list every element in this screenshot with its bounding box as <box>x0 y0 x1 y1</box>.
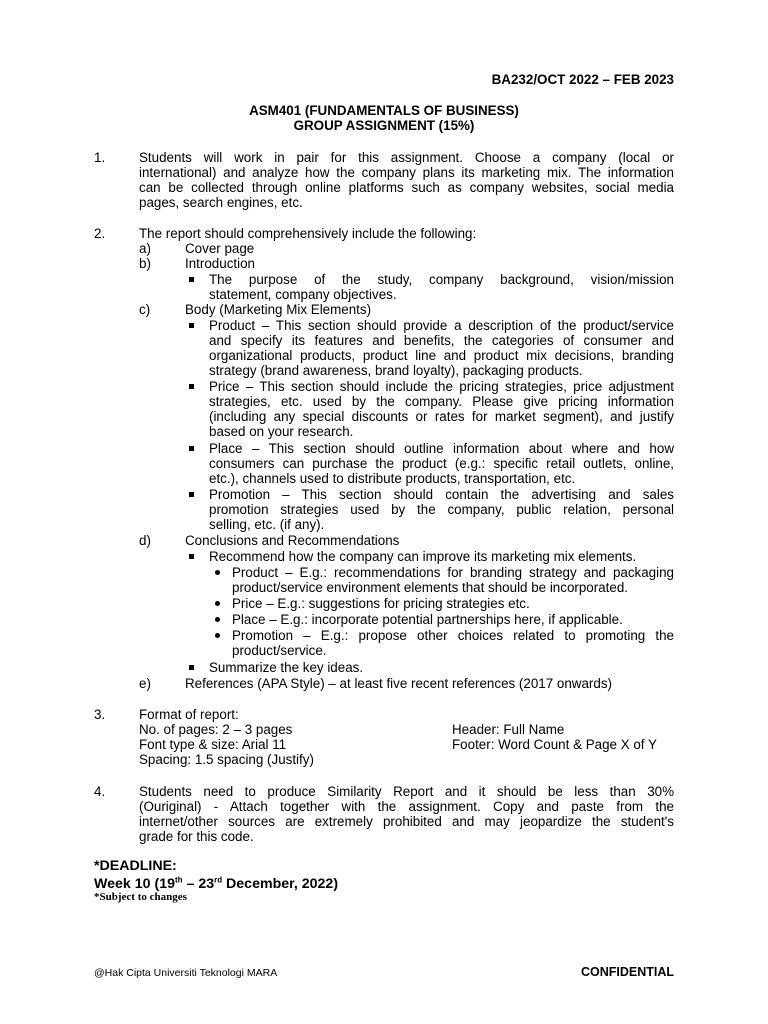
sub-bullet-text: Product – E.g.: recommendations for branding strategy and packaging <box>232 565 674 580</box>
deadline-sup-rd: rd <box>214 875 223 885</box>
subject-to-changes-note: *Subject to changes <box>94 891 187 903</box>
square-bullet-icon <box>189 277 194 282</box>
list-label-conclusions: Conclusions and Recommendations <box>185 533 400 548</box>
deadline-date <box>94 876 338 892</box>
bullet-text: selling, etc. (if any). <box>209 517 325 532</box>
sub-bullet-text: product/service environment elements that should be incorporated. <box>232 580 628 595</box>
format-spacing: Spacing: 1.5 spacing (Justify) <box>139 752 314 767</box>
list-letter: b) <box>139 256 151 271</box>
bullet-text: (including any special discounts or rates for market segment), and justify <box>209 409 674 424</box>
item1-line: pages, search engines, etc. <box>139 195 303 210</box>
round-bullet-icon <box>215 570 220 575</box>
list-letter: c) <box>139 302 151 317</box>
square-bullet-icon <box>189 492 194 497</box>
item4-line: grade for this code. <box>139 829 254 844</box>
item4-line: (Ouriginal) - Attach together with the assignment. Copy and paste from the <box>139 799 674 814</box>
confidential-label: CONFIDENTIAL <box>580 965 674 979</box>
document-title: ASM401 (FUNDAMENTALS OF BUSINESS) <box>249 103 519 118</box>
list-letter: d) <box>139 533 151 548</box>
item2-intro: The report should comprehensively include the following: <box>139 226 477 241</box>
list-label-body: Body (Marketing Mix Elements) <box>185 302 372 317</box>
item1-line: can be collected through online platforms such as company websites, social media <box>139 180 674 195</box>
item1-line: international) and analyze how the company plans its marketing mix. The information <box>139 165 674 180</box>
round-bullet-icon <box>215 633 220 638</box>
round-bullet-icon <box>215 617 220 622</box>
sub-bullet-text: Promotion – E.g.: propose other choices related to promoting the <box>232 628 674 643</box>
bullet-text: based on your research. <box>209 424 354 439</box>
item4-line: Students need to produce Similarity Report and it should be less than 30% <box>139 784 674 799</box>
deadline-week: Week 10 (19 <box>94 876 175 892</box>
deadline-dash: – 23 <box>182 876 215 892</box>
bullet-text: Summarize the key ideas. <box>209 660 364 675</box>
format-font: Font type & size: Arial 11 <box>139 737 287 752</box>
bullet-text: Product – This section should provide a description of the product/service <box>209 318 674 333</box>
item1-line: Students will work in pair for this assignment. Choose a company (local or <box>139 150 674 165</box>
deadline-label: *DEADLINE: <box>94 858 177 874</box>
list-label-introduction: Introduction <box>185 256 255 271</box>
format-heading: Format of report: <box>139 707 239 722</box>
round-bullet-icon <box>215 601 220 606</box>
sub-bullet-text: Price – E.g.: suggestions for pricing strategies etc. <box>232 596 530 611</box>
document-subtitle: GROUP ASSIGNMENT (15%) <box>293 118 475 133</box>
sub-bullet-text: product/service. <box>232 643 327 658</box>
bullet-text: statement, company objectives. <box>209 287 397 302</box>
format-pages: No. of pages: 2 – 3 pages <box>139 722 293 737</box>
item-number-3: 3. <box>94 707 106 722</box>
bullet-text: Recommend how the company can improve its marketing mix elements. <box>209 549 637 564</box>
course-code: BA232/OCT 2022 – FEB 2023 <box>491 72 674 87</box>
deadline-sup-th: th <box>174 875 183 885</box>
format-footer: Footer: Word Count & Page X of Y <box>452 737 657 752</box>
square-bullet-icon <box>189 554 194 559</box>
bullet-text: strategy (brand awareness, brand loyalty), packaging products. <box>209 363 583 378</box>
square-bullet-icon <box>189 665 194 670</box>
format-header: Header: Full Name <box>452 722 565 737</box>
square-bullet-icon <box>189 323 194 328</box>
list-label-references: References (APA Style) – at least five recent references (2017 onwards) <box>185 676 612 691</box>
bullet-text: promotion strategies used by the company, public relation, personal <box>209 502 674 517</box>
bullet-text: strategies, etc. used by the company. Please give pricing information <box>209 394 674 409</box>
copyright-footer: @Hak Cipta Universiti Teknologi MARA <box>94 967 278 979</box>
sub-bullet-text: Place – E.g.: incorporate potential partnerships here, if applicable. <box>232 612 623 627</box>
bullet-text: consumers can purchase the product (e.g.: specific retail outlets, online, <box>209 456 674 471</box>
list-letter: e) <box>139 676 151 691</box>
list-letter: a) <box>139 241 151 256</box>
bullet-text: organizational products, product line and product mix decisions, branding <box>209 348 674 363</box>
bullet-text: etc.), channels used to distribute products, transportation, etc. <box>209 471 576 486</box>
bullet-text: Promotion – This section should contain the advertising and sales <box>209 487 674 502</box>
square-bullet-icon <box>189 446 194 451</box>
bullet-text: Place – This section should outline information about where and how <box>209 441 674 456</box>
bullet-text: The purpose of the study, company background, vision/mission <box>209 272 674 287</box>
item4-line: internet/other sources are extremely prohibited and may jeopardize the student's <box>139 814 674 829</box>
item-number-1: 1. <box>94 150 106 165</box>
bullet-text: and specify its features and benefits, the categories of consumer and <box>209 333 674 348</box>
item-number-2: 2. <box>94 226 106 241</box>
list-label-cover-page: Cover page <box>185 241 255 256</box>
deadline-rest: December, 2022) <box>222 876 339 892</box>
bullet-text: Price – This section should include the pricing strategies, price adjustment <box>209 379 674 394</box>
item-number-4: 4. <box>94 784 106 799</box>
square-bullet-icon <box>189 384 194 389</box>
